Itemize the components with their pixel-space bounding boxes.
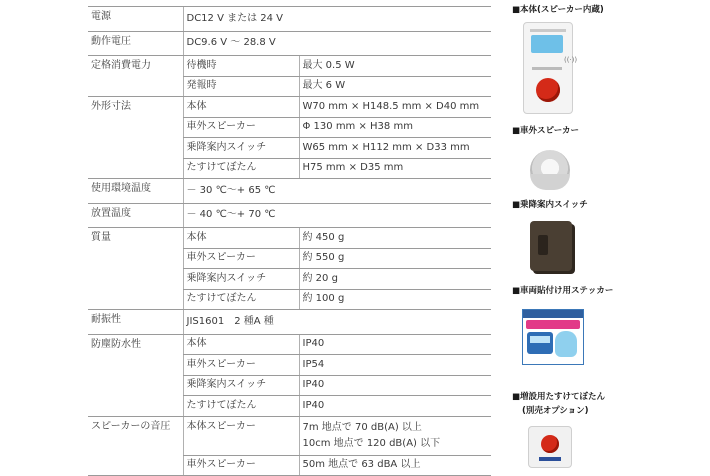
spec-label: 本体 — [183, 334, 299, 355]
spec-value: H75 mm × D35 mm — [299, 158, 491, 179]
spec-value: W70 mm × H148.5 mm × D40 mm — [299, 97, 491, 118]
spec-value: IP40 — [299, 396, 491, 417]
spec-value: W65 mm × H112 mm × D33 mm — [299, 138, 491, 159]
spec-value: 約 100 g — [299, 289, 491, 310]
spec-value: 最大 6 W — [299, 76, 491, 97]
speaker-caption: ■車外スピーカー — [512, 126, 580, 136]
spec-table — [88, 6, 491, 476]
spec-value: Φ 130 mm × H38 mm — [299, 117, 491, 138]
table-row — [88, 416, 491, 455]
help-button-option-note: (別売オプション) — [522, 406, 589, 416]
spec-value-line: 10cm 地点で 120 dB(A) 以下 — [302, 437, 441, 449]
help-button-image — [528, 426, 572, 468]
spec-category: 動作電圧 — [88, 31, 183, 56]
spec-category: 耐振性 — [88, 310, 183, 335]
bus-icon — [527, 332, 553, 354]
spec-value: IP40 — [299, 375, 491, 396]
spec-category: 防塵防水性 — [88, 334, 183, 416]
spec-label: 本体スピーカー — [183, 416, 299, 455]
table-row — [88, 56, 491, 77]
table-row — [88, 97, 491, 118]
table-row — [88, 310, 491, 335]
table-row — [88, 7, 491, 32]
spec-category: スピーカーの音圧 — [88, 416, 183, 476]
spec-label: 乗降案内スイッチ — [183, 138, 299, 159]
table-row — [88, 334, 491, 355]
signal-icon: ((·)) — [564, 56, 578, 64]
spec-value: － 30 ℃～+ 65 ℃ — [183, 179, 491, 204]
spec-label: 乗降案内スイッチ — [183, 375, 299, 396]
spec-category: 使用環境温度 — [88, 179, 183, 204]
spec-category: 放置温度 — [88, 203, 183, 228]
unit-label-strip — [530, 29, 566, 32]
spec-value: IP40 — [299, 334, 491, 355]
spec-label: 車外スピーカー — [183, 455, 299, 476]
brand-logo-icon — [539, 457, 561, 461]
table-row — [88, 31, 491, 56]
spec-category: 質量 — [88, 228, 183, 310]
main-unit-caption: ■本体(スピーカー内蔵) — [512, 5, 604, 15]
spec-value: IP54 — [299, 355, 491, 376]
spec-value: JIS1601 2 種A 種 — [183, 310, 491, 335]
sticker-header-band — [523, 310, 583, 318]
red-button-icon — [541, 435, 559, 453]
spec-value: DC9.6 V ～ 28.8 V — [183, 31, 491, 56]
help-button-caption: ■増設用たすけてぼたん — [512, 392, 606, 402]
unit-button-label — [532, 67, 562, 70]
spec-value: 約 20 g — [299, 269, 491, 290]
spec-category: 定格消費電力 — [88, 56, 183, 97]
spec-label: 乗降案内スイッチ — [183, 269, 299, 290]
spec-value: 約 450 g — [299, 228, 491, 249]
spec-value — [299, 416, 491, 455]
spec-label: 車外スピーカー — [183, 117, 299, 138]
spec-label: 本体 — [183, 228, 299, 249]
spec-value: DC12 V または 24 V — [183, 7, 491, 32]
red-button-icon — [536, 78, 560, 102]
spec-label: 車外スピーカー — [183, 248, 299, 269]
unit-display — [531, 35, 563, 53]
sticker-caption: ■車両貼付け用ステッカー — [512, 286, 614, 296]
spec-value: 約 550 g — [299, 248, 491, 269]
main-unit-image — [523, 22, 578, 114]
spec-value-line: 7m 地点で 70 dB(A) 以上 — [302, 421, 422, 433]
sticker-title-band — [526, 320, 580, 329]
spec-value: 最大 0.5 W — [299, 56, 491, 77]
spec-label: 発報時 — [183, 76, 299, 97]
spec-value: － 40 ℃～+ 70 ℃ — [183, 203, 491, 228]
sticker-image — [522, 309, 584, 365]
spec-category: 電源 — [88, 7, 183, 32]
product-sidebar — [508, 0, 708, 474]
spec-value: 50m 地点で 63 dBA 以上 — [299, 455, 491, 476]
spec-category: 外形寸法 — [88, 97, 183, 179]
spec-label: たすけてぼたん — [183, 158, 299, 179]
speaker-image — [530, 150, 570, 190]
elephant-mascot-icon — [555, 331, 577, 357]
spec-label: たすけてぼたん — [183, 396, 299, 417]
spec-label: 待機時 — [183, 56, 299, 77]
table-row — [88, 228, 491, 249]
spec-label: 本体 — [183, 97, 299, 118]
switch-image — [530, 221, 572, 271]
spec-label: 車外スピーカー — [183, 355, 299, 376]
switch-caption: ■乗降案内スイッチ — [512, 200, 588, 210]
table-row — [88, 179, 491, 204]
spec-label: たすけてぼたん — [183, 289, 299, 310]
table-row — [88, 203, 491, 228]
